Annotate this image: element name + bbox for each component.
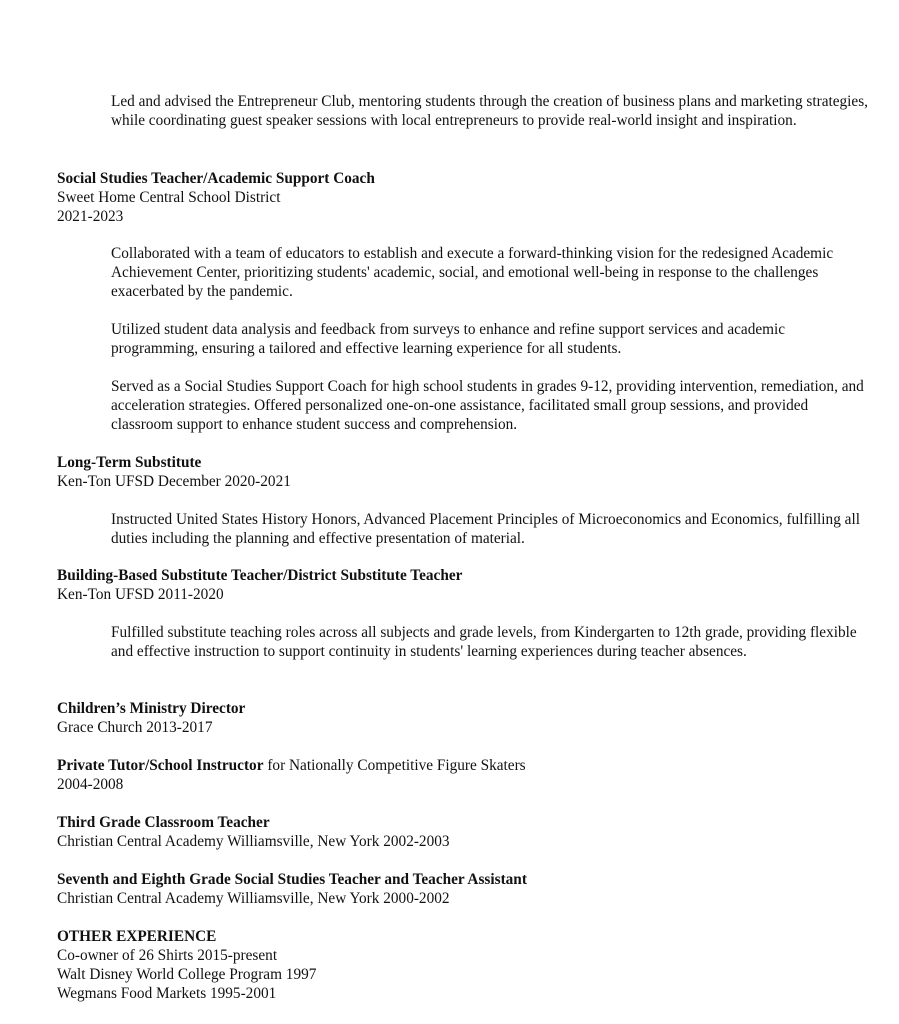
job-building-substitute-header	[57, 566, 877, 604]
job-childrens-ministry-header	[57, 699, 877, 737]
job-organization: Grace Church 2013-2017	[57, 719, 213, 736]
job-dates: 2021-2023	[57, 208, 124, 225]
job-private-tutor-header	[57, 756, 877, 794]
job-dates: 2004-2008	[57, 776, 124, 793]
other-experience-item: Walt Disney World College Program 1997	[57, 966, 317, 983]
job-title: Third Grade Classroom Teacher	[57, 814, 270, 831]
job-organization: Sweet Home Central School District	[57, 189, 281, 206]
job-bullet: Collaborated with a team of educators to establish and execute a forward-thinking vision for the redesigned Academic Achievement Center, prioritizing students' academic, social, and emotional well-being in response to the challenges exacerbated by the pandemic.	[111, 245, 834, 300]
job-seventh-eighth-grade-header	[57, 870, 877, 908]
job-organization: Ken-Ton UFSD December 2020-2021	[57, 473, 291, 490]
job-title: Seventh and Eighth Grade Social Studies Teacher and Teacher Assistant	[57, 871, 527, 888]
job-sweet-home-header	[57, 169, 877, 226]
job-bullet: Served as a Social Studies Support Coach for high school students in grades 9-12, providing intervention, remediation, and acceleration strategies. Offered personalized one-on-one assistance, facilitated small group sessions, and provided classroom support to enhance student success and comprehension.	[111, 378, 864, 433]
other-experience-section	[57, 927, 877, 1003]
job-bullet: Utilized student data analysis and feedback from surveys to enhance and refine support services and academic programming, ensuring a tailored and effective learning experience for all students.	[111, 321, 786, 357]
section-heading: OTHER EXPERIENCE	[57, 928, 217, 945]
job-title-line	[57, 756, 877, 775]
other-experience-item: Co-owner of 26 Shirts 2015-present	[57, 947, 278, 964]
job-title: Building-Based Substitute Teacher/District Substitute Teacher	[57, 567, 463, 584]
job-organization: Ken-Ton UFSD 2011-2020	[57, 586, 224, 603]
job-title-suffix: for Nationally Competitive Figure Skaters	[263, 757, 526, 774]
job-bullet: Fulfilled substitute teaching roles across all subjects and grade levels, from Kindergarten to 12th grade, providing flexible and effective instruction to support continuity in students' learning experiences during teacher absences.	[111, 624, 857, 660]
job-organization: Christian Central Academy Williamsville, New York 2000-2002	[57, 890, 450, 907]
job-bullet: Instructed United States History Honors, Advanced Placement Principles of Microeconomics and Economics, fulfilling all duties including the planning and effective presentation of material.	[111, 511, 860, 547]
job-organization: Christian Central Academy Williamsville, New York 2002-2003	[57, 833, 450, 850]
entrepreneur-club-bullet: Led and advised the Entrepreneur Club, mentoring students through the creation of business plans and marketing strategies, while coordinating guest speaker sessions with local entrepreneurs to provide real-world insight and inspiration.	[111, 93, 869, 129]
job-title: Long-Term Substitute	[57, 454, 202, 471]
job-title: Private Tutor/School Instructor	[57, 757, 264, 774]
other-experience-item: Wegmans Food Markets 1995-2001	[57, 985, 277, 1002]
job-title: Children’s Ministry Director	[57, 700, 246, 717]
job-long-term-substitute-header	[57, 453, 877, 491]
job-title: Social Studies Teacher/Academic Support Coach	[57, 170, 375, 187]
job-third-grade-header	[57, 813, 877, 851]
